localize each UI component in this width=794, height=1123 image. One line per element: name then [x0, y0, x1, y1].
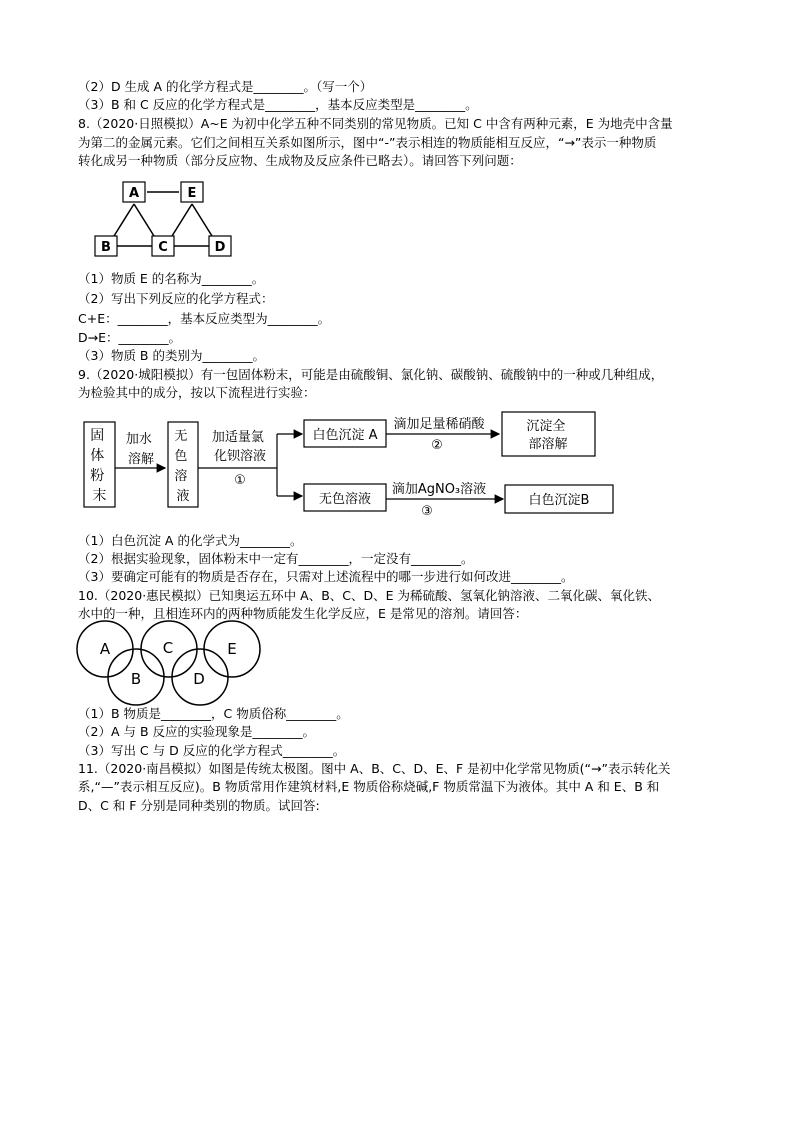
colorless-filtrate-label: 无色溶液	[318, 492, 372, 507]
ring-b-label: B	[130, 670, 142, 688]
question-8-line-1: 8.（2020·日照模拟）A~E 为初中化学五种不同类别的常见物质。已知 C 中含有两种元素，E 为地壳中含量	[78, 116, 673, 131]
question-8-part-1: （1）物质 E 的名称为________。	[78, 271, 265, 286]
question-11-line-1: 11.（2020·南昌模拟）如图是传统太极图。图中 A、B、C、D、E、F 是初中化学常见物质(“→”表示转化关	[78, 761, 671, 776]
node-b-label: B	[101, 240, 111, 255]
question-11-line-3: D、C 和 F 分别是同种类别的物质。试回答:	[78, 798, 320, 813]
question-10-part-1: （1）B 物质是________，C 物质俗称________。	[78, 706, 349, 721]
step-1-number: ①	[234, 473, 246, 488]
text-line-1: （2）D 生成 A 的化学方程式是________。（写一个）	[78, 79, 373, 94]
node-d-label: D	[214, 240, 226, 255]
ring-a-label: A	[99, 640, 111, 658]
step-dissolve-label: 加水 溶解	[125, 432, 155, 467]
node-e-label: E	[187, 186, 197, 201]
question-10-part-2: （2）A 与 B 反应的实验现象是________。	[78, 724, 316, 739]
question-11-line-2: 系,“—”表示相互反应)。B 物质常用作建筑材料,E 物质俗称烧碱,F 物质常温下为液体。其中 A 和 E、B 和	[78, 779, 660, 794]
colorless-solution-label: 无 色 溶 液	[174, 429, 190, 504]
question-8-part-2: （2）写出下列反应的化学方程式：	[78, 291, 274, 306]
precipitate-dissolves-label: 沉淀全 部溶解	[526, 419, 568, 452]
question-8-de: D→E：________。	[78, 330, 181, 345]
reagent-hno3-label: 滴加足量稀硝酸	[393, 417, 485, 432]
question-10-part-3: （3）写出 C 与 D 反应的化学方程式________。	[78, 743, 346, 758]
question-8-ce: C+E：________，基本反应类型为________。	[78, 311, 331, 326]
question-9-part-2: （2）根据实验现象，固体粉末中一定有________，一定没有________。	[78, 551, 474, 566]
text-line-2: （3）B 和 C 反应的化学方程式是________，基本反应类型是________。	[78, 97, 478, 112]
question-10-line-1: 10.（2020·惠民模拟）已知奥运五环中 A、B、C、D、E 为稀硫酸、氢氧化钠溶液、二氧化碳、氧化铁、	[78, 588, 660, 603]
question-9-part-3: （3）要确定可能有的物质是否存在，只需对上述流程中的哪一步进行如何改进________。	[78, 569, 574, 584]
solid-powder-label: 固 体 粉 末	[90, 428, 107, 504]
step-3-number: ③	[421, 504, 433, 519]
node-a-label: A	[128, 186, 140, 201]
ring-d-label: D	[193, 670, 205, 688]
question-8-part-3: （3）物质 B 的类别为________。	[78, 348, 265, 363]
question-8-line-3: 转化成另一种物质（部分反应物、生成物及反应条件已略去）。请回答下列问题：	[78, 153, 522, 168]
relationship-diagram-q8	[88, 176, 248, 268]
ring-c-label: C	[162, 639, 174, 657]
step-2-number: ②	[431, 438, 443, 453]
white-precipitate-a-label: 白色沉淀 A	[312, 428, 378, 443]
ring-e-label: E	[227, 640, 237, 658]
reagent-agno3-label: 滴加AgNO₃溶液	[391, 482, 487, 497]
question-9-line-2: 为检验其中的成分，按以下流程进行实验：	[78, 385, 316, 400]
reagent-bacl2-label: 加适量氯 化钡溶液	[211, 430, 267, 464]
experiment-flowchart-q9	[80, 408, 620, 520]
olympic-rings-diagram-q10	[74, 620, 270, 710]
question-9-line-1: 9.（2020·城阳模拟）有一包固体粉末，可能是由硫酸铜、氯化钠、碳酸钠、硫酸钠中的一种或几种组成，	[78, 367, 664, 382]
node-c-label: C	[158, 240, 168, 255]
white-precipitate-b-label: 白色沉淀B	[528, 493, 590, 508]
question-10-line-2: 水中的一种，且相连环内的两种物质能发生化学反应，E 是常见的溶剂。请回答：	[78, 606, 528, 621]
question-8-line-2: 为第二的金属元素。它们之间相互关系如图所示，图中“-”表示相连的物质能相互反应，“→”表示一种物质	[78, 135, 657, 150]
question-9-part-1: （1）白色沉淀 A 的化学式为________。	[78, 533, 303, 548]
